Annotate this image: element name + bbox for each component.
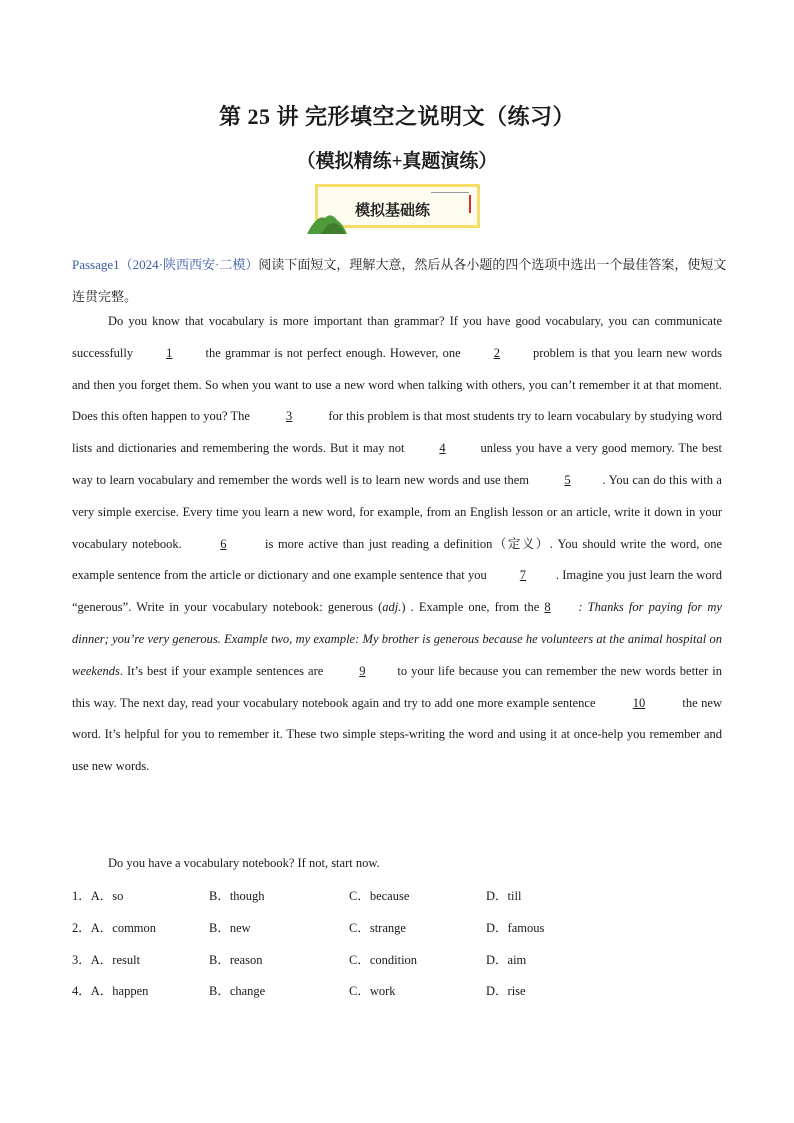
option-a[interactable]: 2．A．common bbox=[72, 920, 157, 935]
passage-text: . It’s best if your example sentences are bbox=[119, 663, 328, 678]
passage-text: ) . Example one, from the bbox=[401, 600, 545, 615]
question-row bbox=[72, 947, 732, 979]
blank-5: 5 bbox=[564, 472, 571, 487]
blank-9: 9 bbox=[359, 663, 366, 678]
option-b[interactable]: B．new bbox=[209, 920, 251, 935]
passage-text: the new word. It’s helpful for you to remember it. These two simple steps-writing the word and using it at once-help you remember and use new words. bbox=[72, 695, 722, 774]
mountain-icon bbox=[307, 212, 347, 234]
question-list bbox=[72, 883, 732, 1010]
passage-text: problem is that you learn new words and then you forget them. So when you want to use a new word when talking with others, you can’t remember it at that moment. Does this often happen to you? The bbox=[72, 345, 722, 424]
passage-text: for this problem is that most students try to learn vocabulary by studying word lists and dictionaries and remembering the words. But it may not bbox=[72, 409, 723, 456]
option-c[interactable]: C．work bbox=[349, 984, 396, 999]
option-d[interactable]: D．aim bbox=[486, 952, 527, 967]
question-row bbox=[72, 883, 732, 915]
question-row bbox=[72, 915, 732, 947]
blank-6: 6 bbox=[220, 536, 227, 551]
option-d[interactable]: D．till bbox=[486, 889, 522, 903]
option-a[interactable]: 3．A．result bbox=[72, 952, 141, 967]
passage-intro bbox=[72, 249, 728, 313]
blank-7: 7 bbox=[519, 568, 527, 583]
page-subtitle: （模拟精练+真题演练） bbox=[296, 151, 498, 172]
passage-text: to your life because you can remember the new words better in this way. The next day, read your vocabulary notebook again and try to add one more example sentence bbox=[72, 663, 722, 710]
option-c[interactable]: C．because bbox=[349, 889, 410, 903]
passage-text: Do you know that vocabulary is more important than grammar? If you have good vocabulary, you can communicate successfully bbox=[72, 314, 722, 360]
passage-label: Passage1（2024·陕西西安·二模） bbox=[72, 257, 259, 272]
passage-text: is more active than just reading a definition（定义）. You should write the word, one example sentence from the article or dictionary and one example sentence that you bbox=[72, 536, 722, 583]
passage-text: . Imagine you just learn the word “generous”. Write in your vocabulary notebook: generous ( bbox=[72, 568, 722, 615]
option-a[interactable]: 1．A．so bbox=[72, 889, 124, 903]
option-a[interactable]: 4．A．happen bbox=[72, 984, 149, 999]
option-b[interactable]: B．reason bbox=[209, 952, 263, 967]
question-row bbox=[72, 978, 732, 1010]
passage-text: the grammar is not perfect enough. However, one bbox=[201, 345, 465, 360]
option-d[interactable]: D．rise bbox=[486, 984, 526, 999]
badge-decor-bar bbox=[469, 195, 471, 213]
passage-body bbox=[72, 306, 722, 783]
option-c[interactable]: C．condition bbox=[349, 952, 418, 967]
passage-examples: : Thanks for paying for my dinner; you’re very generous. Example two, my example: My brother is generous because he volunteers at the animal hospital on weekends bbox=[72, 600, 722, 678]
option-b[interactable]: B．change bbox=[209, 984, 266, 999]
blank-1: 1 bbox=[166, 345, 173, 360]
passage-text: unless you have a very good memory. The best way to learn vocabulary and remember the words well is to learn new words and use them bbox=[72, 441, 722, 487]
option-b[interactable]: B．though bbox=[209, 889, 265, 903]
option-c[interactable]: C．strange bbox=[349, 920, 406, 935]
blank-10: 10 bbox=[632, 695, 646, 710]
passage-abbrev: adj. bbox=[382, 600, 402, 615]
blank-3: 3 bbox=[286, 409, 293, 424]
page-title: 第 25 讲 完形填空之说明文（练习） bbox=[218, 104, 575, 129]
blank-4: 4 bbox=[439, 441, 446, 456]
passage-text: . You can do this with a very simple exercise. Every time you learn a new word, for example, from an English lesson or an article, write it down in your vocabulary notebook. bbox=[72, 472, 722, 551]
passage-closing: Do you have a vocabulary notebook? If not, start now. bbox=[108, 856, 380, 870]
blank-2: 2 bbox=[493, 345, 500, 360]
badge-label: 模拟基础练 bbox=[355, 201, 431, 219]
blank-8: 8 bbox=[544, 600, 551, 615]
option-d[interactable]: D．famous bbox=[486, 920, 545, 935]
passage-instruction: 阅读下面短文，理解大意，然后从各小题的四个选项中选出一个最佳答案，使短文连贯完整。 bbox=[72, 257, 727, 304]
badge-decor-line bbox=[431, 192, 469, 193]
